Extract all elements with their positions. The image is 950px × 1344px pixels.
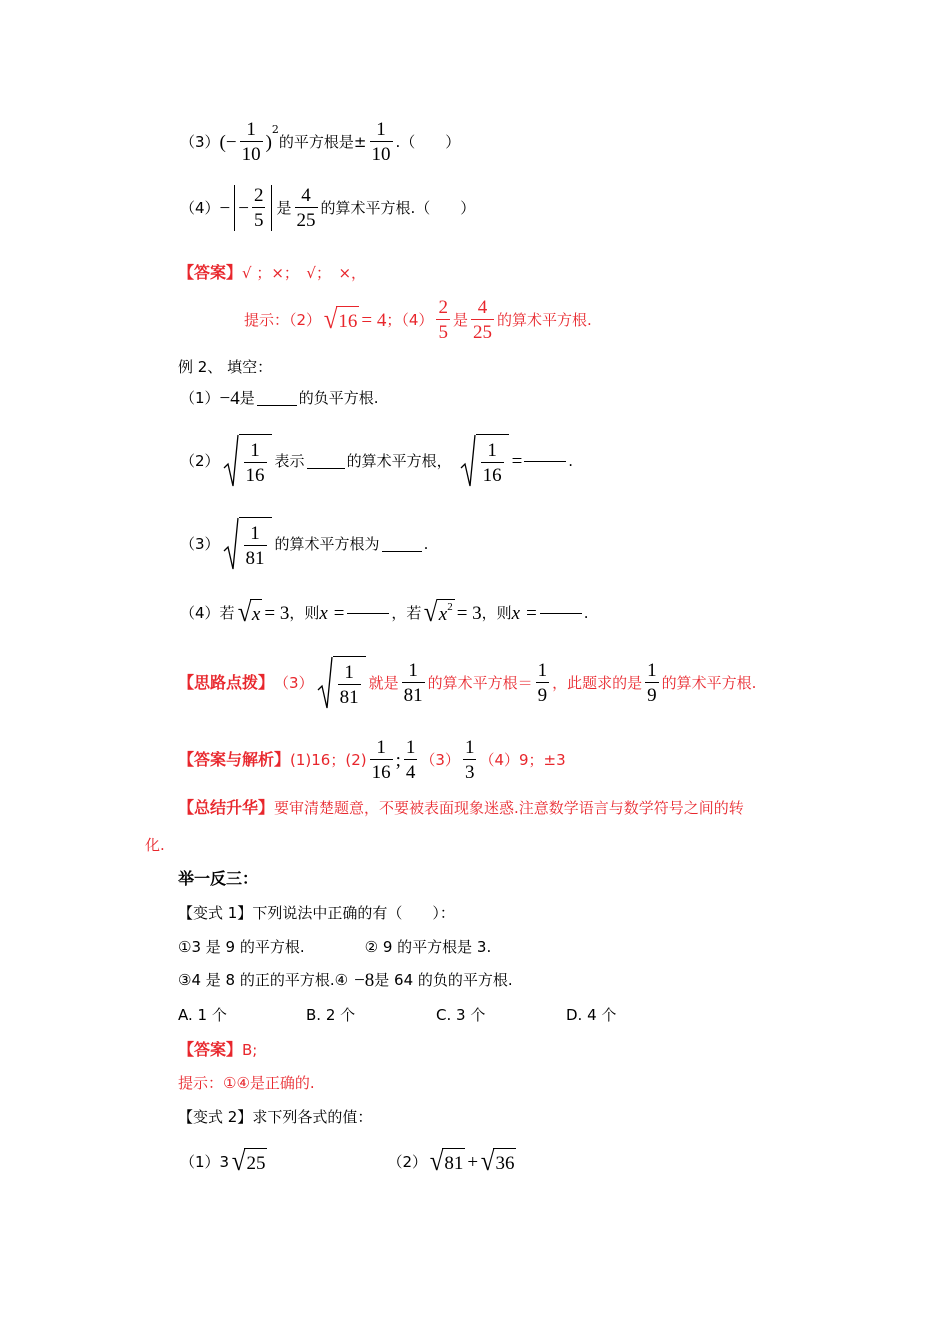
hint-text: ，此题求的是 <box>552 673 643 692</box>
option-b[interactable]: B. 2 个 <box>306 1005 356 1024</box>
fill-blank[interactable] <box>540 612 582 614</box>
practice-title: 举一反三： <box>178 869 259 888</box>
variable: x = <box>319 602 346 624</box>
fill-blank[interactable] <box>347 612 389 614</box>
square-root: $\frac{1}{81}$ <box>317 656 366 710</box>
fraction: $\frac{1}{3}$ <box>464 737 475 783</box>
fill-blank[interactable] <box>382 550 422 552</box>
question-3 <box>180 517 428 571</box>
open-paren: (− <box>219 131 237 153</box>
exponent: 2 <box>271 123 279 136</box>
value: −8 <box>354 969 375 991</box>
equation: = 3 <box>264 602 290 624</box>
plus-sign: + <box>467 1151 479 1173</box>
part-2-label: （2） <box>387 1152 428 1171</box>
period: . <box>583 603 589 622</box>
statement-4: 是 64 的负的平方根. <box>374 970 513 989</box>
question-text: ，若 <box>391 603 422 622</box>
variable: x = <box>511 602 538 624</box>
hint-text: 的算术平方根＝ <box>427 673 533 692</box>
hint-text: ；（4） <box>386 310 434 329</box>
answer-tag: 【答案】 <box>178 263 243 282</box>
square-root: √ 81 <box>429 1146 464 1177</box>
fraction: $\frac{1}{4}$ <box>405 737 416 783</box>
equation: = 3 <box>456 602 482 624</box>
hint-3: 提示：①④是正确的. <box>178 1073 315 1092</box>
value: −4 <box>219 387 240 409</box>
statement-3 <box>180 118 460 166</box>
question-1 <box>180 388 379 408</box>
fraction: $\frac{4}{25}$ <box>472 297 492 343</box>
question-text: ，则 <box>481 603 512 622</box>
question-text: ，则 <box>289 603 320 622</box>
equals-sign: = <box>511 450 523 472</box>
statement-row-1 <box>178 938 491 956</box>
period: . <box>568 451 574 470</box>
question-2 <box>180 434 573 488</box>
item-label: （3） <box>180 132 220 151</box>
hint-text: 提示：（2） <box>244 310 322 329</box>
question-text: 的算术平方根为 <box>274 534 380 553</box>
answer-text: B; <box>242 1040 258 1059</box>
item-label: （3） <box>180 534 220 553</box>
part-1-label: （1）3 <box>180 1152 230 1171</box>
hint-text: 是 <box>452 310 468 329</box>
option-c[interactable]: C. 3 个 <box>436 1005 486 1024</box>
answer-2 <box>178 736 566 784</box>
item-label: （4） <box>180 198 220 217</box>
hint-1 <box>244 296 592 344</box>
statement-1: ①3 是 9 的平方根. <box>178 937 305 956</box>
answer-text: (1)16；(2) <box>290 750 367 769</box>
fill-blank[interactable] <box>257 404 297 406</box>
fraction: $\frac{1}{9}$ <box>647 660 657 706</box>
question-text: 的负平方根. <box>298 388 379 407</box>
fraction: $\frac{1}{16}$ <box>371 737 391 783</box>
fraction: $\frac{1}{10}$ <box>371 119 391 165</box>
statement-text: 是 <box>276 198 292 217</box>
item-label: （2） <box>180 451 220 470</box>
answer-1 <box>178 262 366 284</box>
answer-text: （3） <box>420 750 460 769</box>
square-root: √ 16 <box>323 304 358 335</box>
close-paren: ) <box>265 131 272 153</box>
hint-text: 的算术平方根. <box>661 673 757 692</box>
question-text: 表示 <box>274 451 305 470</box>
options-row <box>178 1006 616 1024</box>
fraction: $\frac{1}{81}$ <box>403 660 423 706</box>
option-d[interactable]: D. 4 个 <box>566 1005 617 1024</box>
fill-blank[interactable] <box>307 467 345 469</box>
fraction: $\frac{2}{5}$ <box>438 297 448 343</box>
question-text: 是 <box>239 388 255 407</box>
variant-tag: 【变式 2】 <box>178 1107 253 1126</box>
summary-tag: 【总结升华】 <box>178 798 275 817</box>
fill-blank[interactable] <box>524 460 566 462</box>
variant-1-question <box>178 904 455 922</box>
answer-text: （4）9；±3 <box>479 750 566 769</box>
hint-text: 的算术平方根. <box>496 310 592 329</box>
summary-continuation: 化. <box>145 835 165 854</box>
square-root: $\frac{1}{16}$ <box>223 434 272 488</box>
square-root: √ x $^2$ <box>424 597 453 628</box>
variant-2-question <box>178 1108 372 1126</box>
question-text: 求下列各式的值： <box>252 1107 373 1126</box>
variant-2-parts <box>180 1146 518 1178</box>
summary-text: 要审清楚题意，不要被表面现象迷惑.注意数学语言与数学符号之间的转 <box>274 798 744 817</box>
answer-tag: 【答案】 <box>178 1040 243 1059</box>
judge-blank: 的算术平方根.（ ） <box>320 198 476 217</box>
answer-3 <box>178 1040 257 1060</box>
hint-tag: 【思路点拨】 <box>178 673 275 692</box>
question-text: 下列说法中正确的有（ ）： <box>252 903 455 922</box>
summary <box>178 798 744 818</box>
fraction: $\frac{1}{9}$ <box>537 660 548 706</box>
square-root: $\frac{1}{16}$ <box>460 434 509 488</box>
fraction: $\frac{4}{25}$ <box>296 185 316 231</box>
statement-2: ② 9 的平方根是 3. <box>364 937 492 956</box>
period: . <box>423 534 429 553</box>
answer-tag: 【答案与解析】 <box>178 750 291 769</box>
separator: ; <box>395 749 401 771</box>
minus-sign: − <box>219 197 231 219</box>
square-root: √ 25 <box>231 1146 266 1177</box>
example-2-title: 例 2、 填空： <box>178 357 273 376</box>
absolute-value: − $\frac{2}{5}$ <box>234 185 272 231</box>
statement-4 <box>180 182 475 234</box>
item-label: （4）若 <box>180 603 235 622</box>
statement-text: 的平方根是± <box>278 132 367 151</box>
question-text: 的算术平方根， <box>346 451 452 470</box>
square-root: √ x <box>237 597 261 628</box>
statement-3: ③4 是 8 的正的平方根.④ <box>178 970 349 989</box>
hint-text: 就是 <box>368 673 399 692</box>
question-4 <box>180 598 588 628</box>
judge-blank: .（ ） <box>395 132 461 151</box>
hint-2 <box>178 656 756 710</box>
item-label: （1） <box>180 388 220 407</box>
item-label: （3） <box>274 673 314 692</box>
answer-text: √ ；×； √； ×， <box>242 263 367 282</box>
equation: = 4 <box>361 309 387 331</box>
fraction: $\frac{1}{10}$ <box>241 119 261 165</box>
square-root: √ 36 <box>480 1146 515 1177</box>
statement-row-2 <box>178 970 513 990</box>
option-a[interactable]: A. 1 个 <box>178 1005 227 1024</box>
square-root: $\frac{1}{81}$ <box>223 517 272 571</box>
variant-tag: 【变式 1】 <box>178 903 253 922</box>
